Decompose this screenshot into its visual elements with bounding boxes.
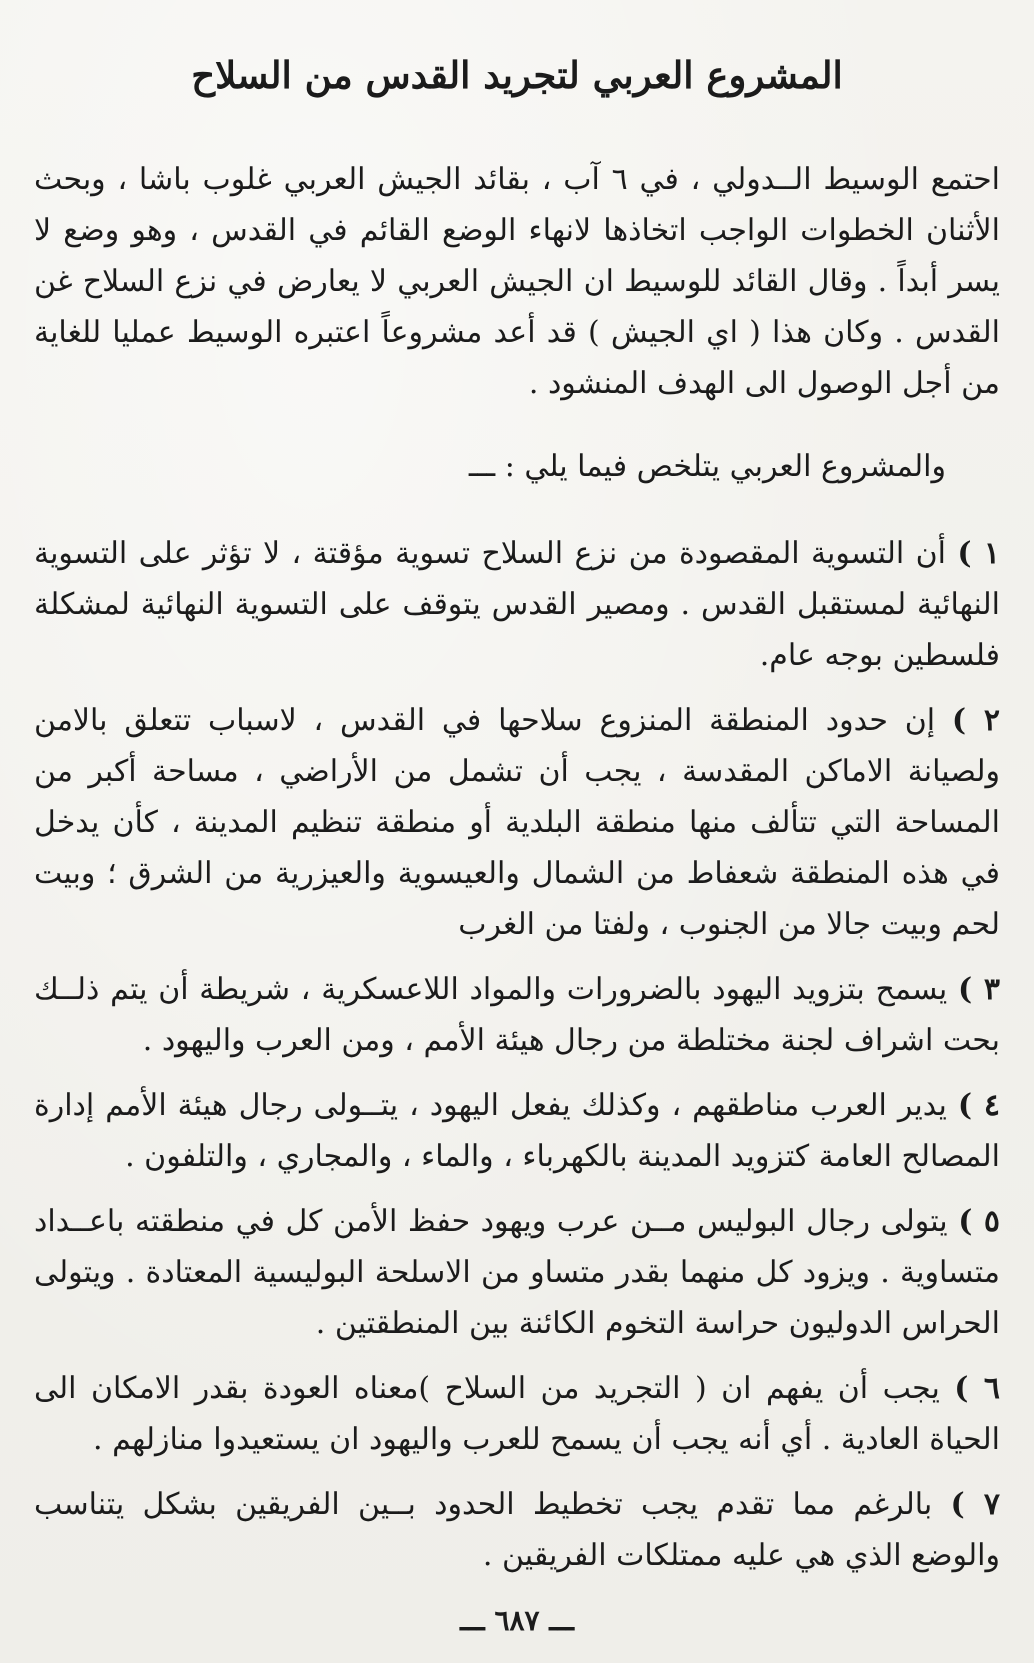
clause-text: يسمح بتزويد اليهود بالضرورات والمواد اللاعسكرية ، شريطة أن يتم ذلــك بحت اشراف لجنة مختلطة من رجال هيئة الأمم ، ومن العرب واليهود . (34, 972, 1000, 1058)
clause-text: يتولى رجال البوليس مــن عرب ويهود حفظ الأمن كل في منطقته باعــداد متساوية . ويزود كل منهما بقدر متساو من الاسلحة البوليسية المعتادة . ويتولى الحراس الدوليون حراسة التخوم الكائنة بين المنطقتين . (34, 1204, 1000, 1341)
page-body (34, 48, 1000, 1595)
clause-number: ٣ ) (958, 972, 1000, 1007)
clause-text: يدير العرب مناطقهم ، وكذلك يفعل اليهود ، يتــولى رجال هيئة الأمم إدارة المصالح العامة كتزويد المدينة بالكهرباء ، والماء ، والمجاري ، والتلفون . (34, 1088, 1000, 1174)
clause-number: ٢ ) (951, 703, 1000, 738)
clause-6 (34, 1363, 1000, 1465)
clause-text: بالرغم مما تقدم يجب تخطيط الحدود بــين الفريقين بشكل يتناسب والوضع الذي هي عليه ممتلكات الفريقين . (34, 1487, 1000, 1573)
clause-text: إن حدود المنطقة المنزوع سلاحها في القدس ، لاسباب تتعلق بالامن ولصيانة الاماكن المقدسة ، يجب أن تشمل من الأراضي ، مساحة أكبر من المساحة التي تتألف منها منطقة البلدية أو منطقة تنظيم المدينة ، كأن يدخل في هذه المنطقة شعفاط من الشمال والعيسوية والعيزرية من الشرق ؛ وبيت لحم وبيت جالا من الجنوب ، ولفتا من الغرب (34, 703, 1000, 942)
clause-number: ٦ ) (954, 1371, 1000, 1406)
clause-text: يجب أن يفهم ان ( التجريد من السلاح )معناه العودة بقدر الامكان الى الحياة العادية . أي أنه يجب أن يسمح للعرب واليهود ان يستعيدوا منازلهم . (34, 1371, 1000, 1457)
clause-number: ١ ) (957, 536, 1000, 571)
clause-3 (34, 964, 1000, 1066)
clause-5 (34, 1196, 1000, 1349)
project-summary-lead: والمشروع العربي يتلخص فيما يلي : ـــ (468, 449, 946, 484)
clause-1 (34, 528, 1000, 681)
page-title: المشروع العربي لتجريد القدس من السلاح (191, 53, 843, 97)
page-number: ـــ ٦٨٧ ـــ (460, 1604, 574, 1637)
clause-number: ٥ ) (958, 1204, 1001, 1239)
clause-number: ٤ ) (957, 1088, 1001, 1123)
clause-number: ٧ ) (950, 1487, 1000, 1522)
clause-text: أن التسوية المقصودة من نزع السلاح تسوية مؤقتة ، لا تؤثر على التسوية النهائية لمستقبل القدس . ومصير القدس يتوقف على التسوية النهائية لمشكلة فلسطين بوجه عام. (34, 536, 1000, 673)
intro-paragraph: احتمع الوسيط الــدولي ، في ٦ آب ، بقائد الجيش العربي غلوب باشا ، وبحث الأثنان الخطوات الواجب اتخاذها لانهاء الوضع القائم في القدس ، وهو وضع لا يسر أبداً . وقال القائد للوسيط ان الجيش العربي لا يعارض في نزع السلاح غن القدس . وكان هذا ( اي الجيش ) قد أعد مشروعاً اعتبره الوسيط عمليا للغاية من أجل الوصول الى الهدف المنشود . (34, 162, 1000, 401)
clause-7 (34, 1479, 1000, 1581)
clause-2 (34, 695, 1000, 950)
clause-4 (34, 1080, 1000, 1182)
